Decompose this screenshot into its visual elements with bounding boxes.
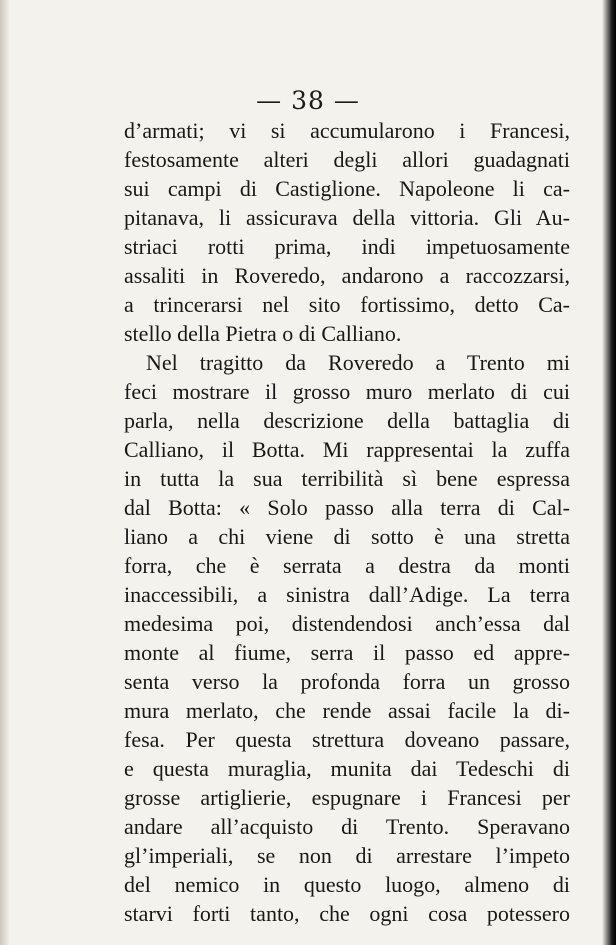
text-line: assaliti in Roveredo, andarono a raccozzarsi,: [124, 263, 570, 288]
text-line: del nemico in questo luogo, almeno di: [124, 872, 570, 897]
text-line: monte al fiume, serra il passo ed appre-: [124, 640, 570, 665]
text-line: liano a chi viene di sotto è una stretta: [124, 524, 570, 549]
text-line: starvi forti tanto, che ogni cosa potessero: [124, 901, 570, 926]
text-line: feci mostrare il grosso muro merlato di cui: [124, 379, 570, 404]
page-edge-right: [602, 0, 616, 945]
text-line: medesima poi, distendendosi anch’essa dal: [124, 611, 570, 636]
paragraph-1: [124, 116, 570, 348]
text-line: festosamente alteri degli allori guadagnati: [124, 147, 570, 172]
text-line: inaccessibili, a sinistra dall’Adige. La terra: [124, 582, 570, 607]
text-line: d’armati; vi si accumularono i Francesi,: [124, 118, 570, 143]
text-line: sui campi di Castiglione. Napoleone li ca-: [124, 176, 570, 201]
text-line: gl’imperiali, se non di arrestare l’impeto: [124, 843, 570, 868]
text-line: dal Botta: « Solo passo alla terra di Cal-: [124, 495, 570, 520]
page-number: — 38 —: [256, 86, 360, 115]
text-line: fesa. Per questa strettura doveano passare,: [124, 727, 570, 752]
body-text: [124, 116, 570, 928]
text-line: andare all’acquisto di Trento. Speravano: [124, 814, 570, 839]
text-line: a trincerarsi nel sito fortissimo, detto Ca-: [124, 292, 570, 317]
text-line: Calliano, il Botta. Mi rappresentai la zuffa: [124, 437, 570, 462]
paragraph-2: [124, 348, 570, 928]
text-line: grosse artiglierie, espugnare i Francesi per: [124, 785, 570, 810]
text-line: mura merlato, che rende assai facile la di-: [124, 698, 570, 723]
text-line: Nel tragitto da Roveredo a Trento mi: [146, 350, 570, 375]
text-line: striaci rotti prima, indi impetuosamente: [124, 234, 570, 259]
text-line: stello della Pietra o di Calliano.: [124, 321, 402, 346]
text-line: in tutta la sua terribilità sì bene espressa: [124, 466, 570, 491]
text-line: forra, che è serrata a destra da monti: [124, 553, 570, 578]
text-line: senta verso la profonda forra un grosso: [124, 669, 570, 694]
page-edge-left: [0, 0, 10, 945]
text-line: parla, nella descrizione della battaglia di: [124, 408, 570, 433]
text-line: e questa muraglia, munita dai Tedeschi di: [124, 756, 570, 781]
text-line: pitanava, li assicurava della vittoria. Gli Au-: [124, 205, 570, 230]
